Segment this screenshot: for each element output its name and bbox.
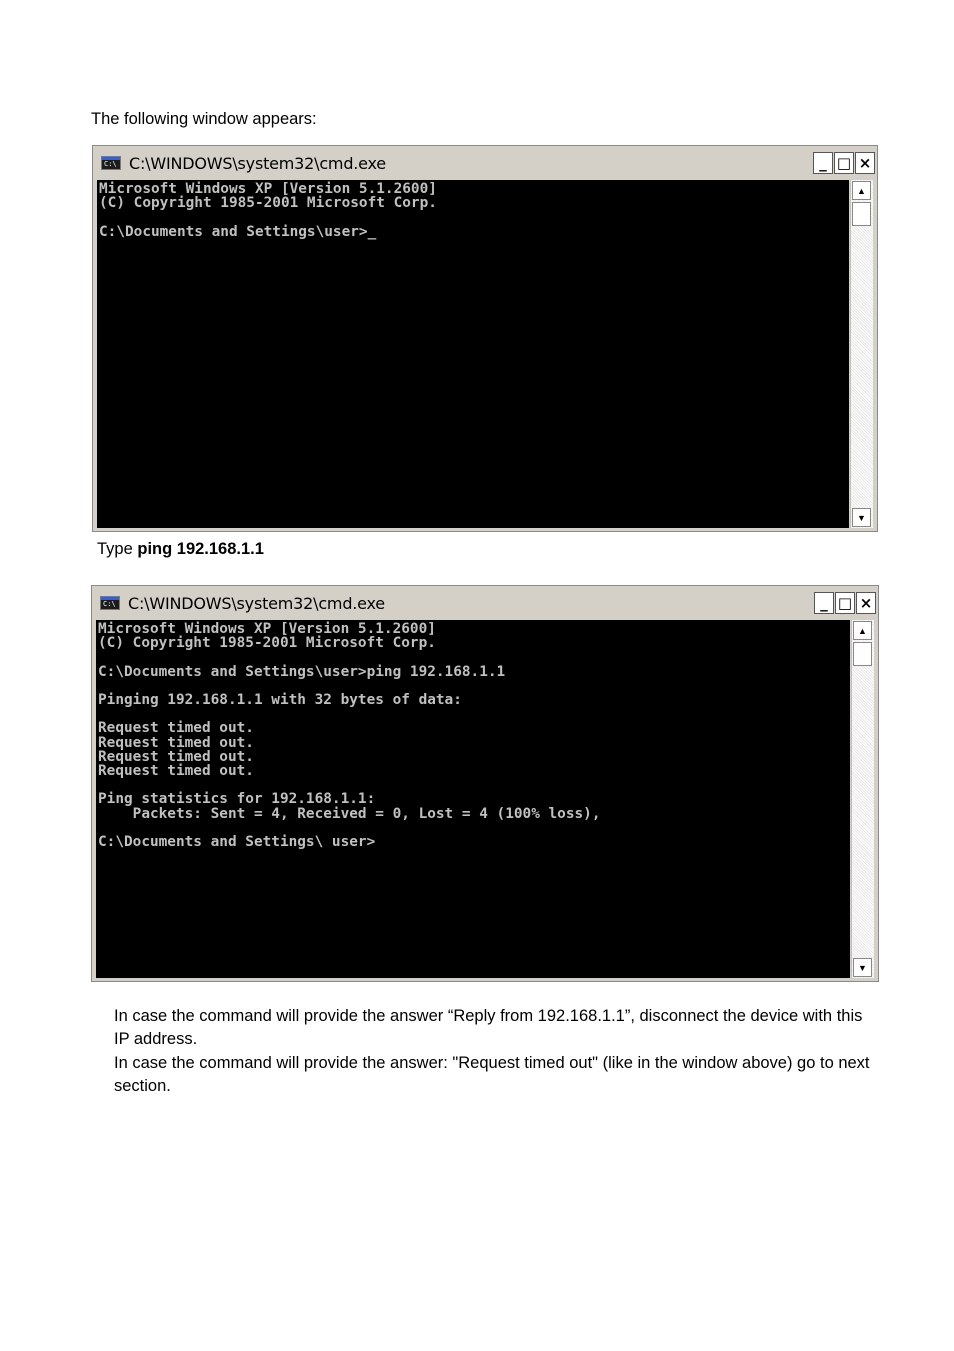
window-title: C:\WINDOWS\system32\cmd.exe [128,593,385,613]
vertical-scrollbar[interactable] [850,180,873,528]
note-timeout: In case the command will provide the answer: "Request timed out" (like in the window above) go to next section. [114,1054,870,1095]
maximize-button[interactable]: □ [835,592,855,614]
minimize-button[interactable]: _ [814,592,834,614]
scroll-up-icon[interactable]: ▲ [853,621,872,640]
title-bar[interactable] [95,148,875,178]
intro-text: The following window appears: [91,110,317,128]
console-text: Microsoft Windows XP [Version 5.1.2600] (C) Copyright 1985-2001 Microsoft Corp. C:\Documents and Settings\user>_ [99,181,437,240]
scroll-thumb[interactable] [853,642,872,666]
scroll-down-icon[interactable]: ▼ [852,508,871,527]
maximize-button[interactable]: □ [834,152,854,174]
cmd-window-1 [92,145,878,532]
vertical-scrollbar[interactable] [851,620,874,978]
scroll-up-icon[interactable]: ▲ [852,181,871,200]
close-button[interactable]: × [856,592,876,614]
instruction-text [97,538,264,561]
cmd-window-2 [91,585,879,982]
window-controls [813,592,876,614]
console-text: Microsoft Windows XP [Version 5.1.2600] (C) Copyright 1985-2001 Microsoft Corp. C:\Documents and Settings\user>ping 192.168.1.1 Pinging 192.168.1.1 with 32 bytes of data: Request timed out. Request timed out. Request timed out. Request timed out. Ping statistics for 192.168.1.1: Packets: Sent = 4, Received = 0, Lost = 4 (100% loss), C:\Documents and Settings\ user> [98,621,601,851]
instruction-prefix: Type [97,540,138,558]
close-button[interactable]: × [855,152,875,174]
cmd-app-icon[interactable]: C:\ [101,156,121,170]
window-title: C:\WINDOWS\system32\cmd.exe [129,153,386,173]
note-reply: In case the command will provide the answer “Reply from 192.168.1.1”, disconnect the device with this IP address. [114,1007,863,1048]
scroll-down-icon[interactable]: ▼ [853,958,872,977]
console-output[interactable] [96,620,850,978]
scroll-thumb[interactable] [852,202,871,226]
cmd-app-icon[interactable]: C:\ [100,596,120,610]
window-controls [812,152,875,174]
title-bar[interactable] [94,588,876,618]
instruction-command: ping 192.168.1.1 [137,540,264,558]
minimize-button[interactable]: _ [813,152,833,174]
console-output[interactable] [97,180,849,528]
